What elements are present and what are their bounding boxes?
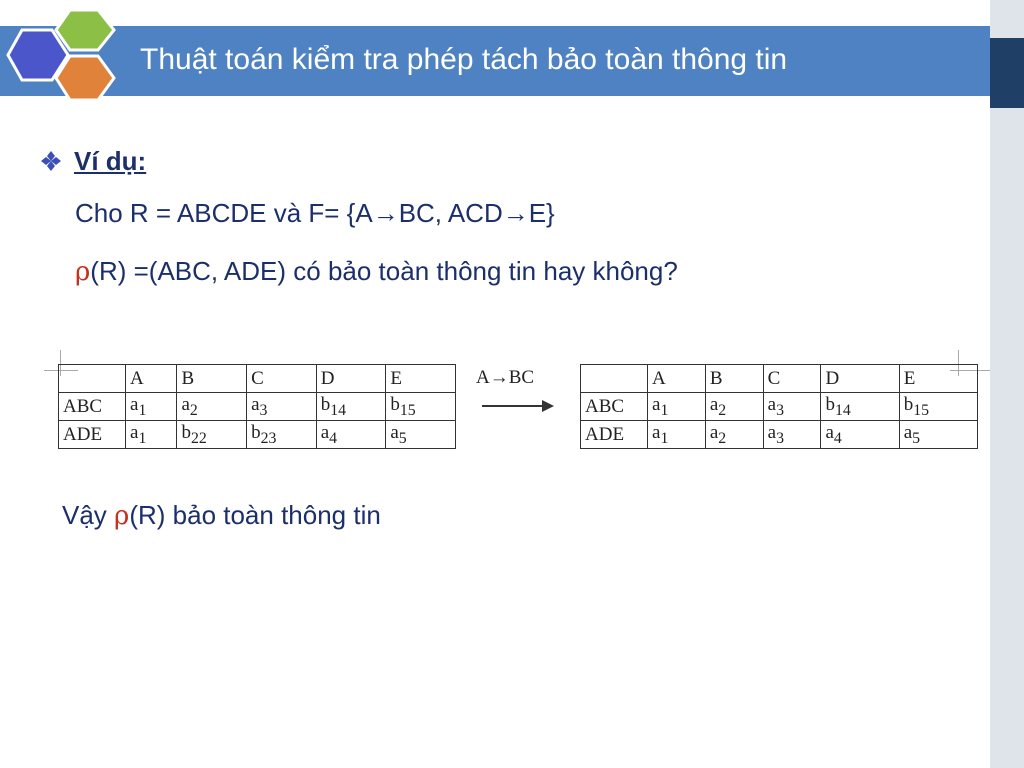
table-header-row [59, 365, 456, 393]
side-strip [990, 0, 1024, 768]
cell-subscript: 2 [718, 429, 727, 447]
cell-symbol: b [390, 393, 400, 415]
header-cell: E [386, 365, 456, 393]
table-cell [705, 393, 763, 421]
table-cell [899, 421, 977, 449]
table-cell [126, 393, 177, 421]
title-accent-block [990, 38, 1024, 108]
table-cell [648, 421, 706, 449]
cell-subscript: 22 [190, 429, 207, 447]
row-label: ADE [581, 421, 648, 449]
row-label: ABC [59, 393, 126, 421]
conclusion-prefix: Vậy [62, 500, 115, 530]
table-cell [247, 393, 317, 421]
table-cell [763, 393, 821, 421]
header-cell: A [126, 365, 177, 393]
table-cell [705, 421, 763, 449]
header-cell: C [763, 365, 821, 393]
cell-symbol: a [709, 421, 719, 443]
rho-symbol: ρ [75, 257, 91, 287]
cell-symbol: a [903, 421, 913, 443]
question-line [75, 256, 678, 287]
cell-subscript: 4 [329, 429, 338, 447]
cell-symbol: a [767, 393, 777, 415]
header-cell: B [705, 365, 763, 393]
cell-subscript: 14 [834, 401, 851, 419]
cell-subscript: 5 [912, 429, 921, 447]
table-cell [247, 421, 317, 449]
cell-subscript: 1 [138, 401, 147, 419]
cell-symbol: a [181, 393, 190, 415]
table-row [581, 421, 978, 449]
rho-symbol: ρ [114, 501, 130, 531]
slide-title: Thuật toán kiểm tra phép tách bảo toàn thông tin [140, 43, 788, 76]
table-header-row [581, 365, 978, 393]
table-cell [899, 393, 977, 421]
row-label: ABC [581, 393, 648, 421]
cell-symbol: b [825, 393, 835, 415]
hexagon-cluster-logo [0, 0, 130, 112]
cell-subscript: 1 [138, 429, 147, 447]
conclusion-text: (R) bảo toàn thông tin [129, 500, 381, 530]
example-heading: Ví dụ: [74, 145, 147, 176]
hex-green-icon [56, 10, 114, 50]
cell-symbol: a [652, 421, 661, 443]
question-text: (R) =(ABC, ADE) có bảo toàn thông tin hay không? [90, 256, 678, 286]
cell-symbol: a [825, 421, 834, 443]
table-cell [386, 393, 456, 421]
cell-subscript: 4 [833, 429, 842, 447]
diamond-bullet-icon [40, 150, 62, 172]
cell-subscript: 3 [776, 401, 784, 419]
table-after [580, 364, 978, 449]
table-cell [316, 421, 386, 449]
table-cell [316, 393, 386, 421]
cell-symbol: a [652, 393, 661, 415]
example-heading-row [40, 142, 146, 180]
table-row [59, 421, 456, 449]
conclusion-line [62, 500, 381, 531]
row-label: ADE [59, 421, 126, 449]
cell-subscript: 2 [189, 401, 198, 419]
table-cell [386, 421, 456, 449]
cell-subscript: 1 [660, 401, 669, 419]
cell-symbol: b [903, 393, 914, 415]
table-cell [821, 393, 899, 421]
cell-subscript: 3 [776, 429, 784, 447]
cell-symbol: a [251, 393, 260, 415]
cell-subscript: 15 [399, 401, 416, 419]
header-cell: C [247, 365, 317, 393]
cell-symbol: b [181, 421, 191, 443]
header-cell [59, 365, 126, 393]
cell-symbol: a [320, 421, 330, 443]
header-cell: E [899, 365, 977, 393]
header-cell: B [177, 365, 247, 393]
header-cell: D [821, 365, 899, 393]
table-row [581, 393, 978, 421]
given-relation-line: Cho R = ABCDE và F= {A→BC, ACD→E} [75, 198, 555, 228]
table-cell [177, 421, 247, 449]
cell-symbol: b [251, 421, 261, 443]
cell-symbol: a [390, 421, 399, 443]
cell-subscript: 14 [330, 401, 347, 419]
cell-subscript: 3 [259, 401, 268, 419]
table-cell [177, 393, 247, 421]
cell-subscript: 1 [660, 429, 669, 447]
cell-symbol: a [709, 393, 719, 415]
table-cell [648, 393, 706, 421]
header-cell [581, 365, 648, 393]
cell-subscript: 15 [913, 401, 930, 419]
cell-subscript: 5 [398, 429, 407, 447]
cell-symbol: b [320, 393, 331, 415]
fd-arrow-label: A→BC [476, 367, 535, 388]
table-row [59, 393, 456, 421]
cell-symbol: a [767, 421, 777, 443]
cell-subscript: 2 [718, 401, 727, 419]
cell-symbol: a [130, 421, 139, 443]
cell-subscript: 23 [260, 429, 277, 447]
header-cell: A [648, 365, 706, 393]
right-arrow-icon [480, 399, 556, 413]
table-cell [821, 421, 899, 449]
header-cell: D [316, 365, 386, 393]
transformation-arrow [476, 367, 562, 417]
table-cell [126, 421, 177, 449]
table-cell [763, 421, 821, 449]
table-before [58, 364, 456, 449]
cell-symbol: a [130, 393, 139, 415]
